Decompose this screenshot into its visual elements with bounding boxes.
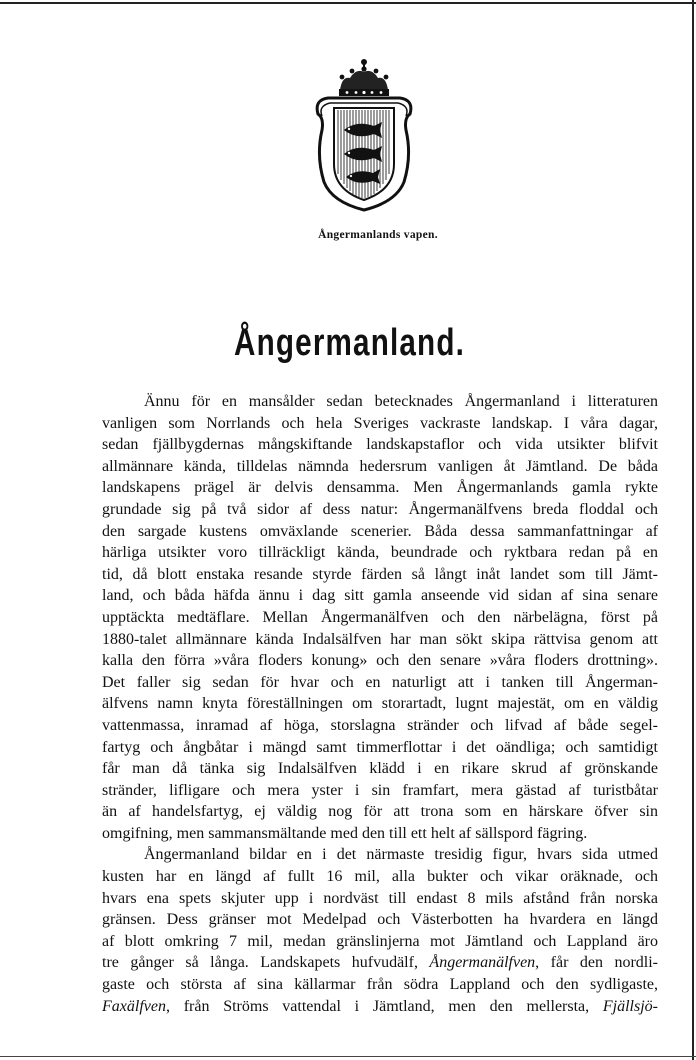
river-name: Fjällsjö- <box>602 997 658 1015</box>
crest-caption: Ångermanlands vapen. <box>318 229 438 241</box>
text-line: upptäckta medtäflare. Mellan Ångermanälfven och den närbelägna, först på <box>102 608 658 626</box>
text-line: gränsen. Dess gränser mot Medelpad och Västerbotten ha hvardera en längd <box>102 911 658 929</box>
text-line: kalla den förra »våra floders konung» och den senare »våra floders drottning». <box>102 652 658 670</box>
text-line: gaste och största af sina källarmar från södra Lappland och den sydligaste, <box>102 976 658 994</box>
river-name: Ångermanälfven <box>429 954 536 972</box>
right-border <box>692 0 694 1060</box>
text-line: vanligen som Norrlands och hela Sveriges vackraste landskap. I våra dagar, <box>102 414 658 432</box>
text-line: än af handelsfartyg, ej väldig nog för att trona som en härskare öfver sin <box>102 803 658 821</box>
text-fragment: , från Ströms vattendal i Jämtland, men den mellersta, <box>165 997 603 1015</box>
text-line: sedan fjällbygdernas mångskiftande landskapstaflor och vida utsikter blifvit <box>102 436 658 454</box>
body-text <box>102 391 658 1017</box>
text-line: stränder, lifligare och mera yster i sin framfart, mera gästad af turistbåtar <box>102 781 658 799</box>
text-line: vattenmassa, inramad af höga, storslagna stränder och lifvad af både segel- <box>102 716 658 734</box>
text-line: af blott omkring 7 mil, medan gränslinjerna mot Jämtland och Lappland äro <box>102 932 658 950</box>
text-line: härliga utsikter voro tillräckligt kända, beundrade och ryktbara redan på en <box>102 544 658 562</box>
text-fragment: tre gånger så långa. Landskapets hufvudälf, <box>102 954 430 972</box>
text-line: 1880-talet allmännare kända Indalsälfven har man sökt skipa rättvisa genom att <box>102 630 658 648</box>
text-line: hvars ena spets skjuter upp i nordväst till endast 8 mils afstånd från norska <box>102 889 658 907</box>
text-line: grundade sig på två sidor af dess natur: Ångermanälfvens breda floddal och <box>102 500 658 518</box>
text-line: fartyg och ångbåtar i mängd samt timmerflottar i det oändliga; och samtidigt <box>102 738 658 756</box>
text-fragment: , får den nordli- <box>535 954 658 972</box>
text-line: kusten har en längd af fullt 16 mil, alla bukter och vikar oräknade, och <box>102 868 658 886</box>
text-line: älfvens namn knyta föreställningen om storartadt, lugnt majestät, om en väldig <box>102 695 658 713</box>
text-line: Det faller sig sedan för hvar och en naturligt att i tanken till Ångerman- <box>102 673 658 691</box>
text-line: tid, då blott enstaka resande styrde färden så långt inåt landet som till Jämt- <box>102 565 658 583</box>
text-line: Ännu för en mansålder sedan betecknades Ångermanland i litteraturen <box>144 393 658 410</box>
crown-icon <box>339 59 389 96</box>
text-line: allmännare kända, tilldelas nämnda hedersrum vanligen åt Jämtland. De båda <box>102 457 658 475</box>
page-title: Ångermanland. <box>234 322 466 364</box>
text-line: land, och båda häfda ännu i dag sitt gamla anseende vid sidan af sina senare <box>102 587 658 605</box>
bottom-border <box>0 1056 696 1057</box>
coat-of-arms-icon <box>312 56 416 214</box>
text-line: den sargade kustens omväxlande scenerier. Båda dessa sammanfattningar af <box>102 522 658 540</box>
text-line: Ångermanland bildar en i det närmaste tresidig figur, hvars sida utmed <box>144 846 658 864</box>
text-line <box>102 952 658 974</box>
top-border <box>0 2 696 4</box>
river-name: Faxälfven <box>102 997 166 1015</box>
text-line <box>102 996 658 1018</box>
text-line: landskapens prägel är delvis densamma. Men Ångermanlands gamla rykte <box>102 479 658 497</box>
text-line: omgifning, men sammansmältande med den till ett helt af sällspord fägring. <box>102 824 588 842</box>
text-line: får man då tänka sig Indalsälfven klädd i en rikare skrud af grönskande <box>102 760 658 778</box>
